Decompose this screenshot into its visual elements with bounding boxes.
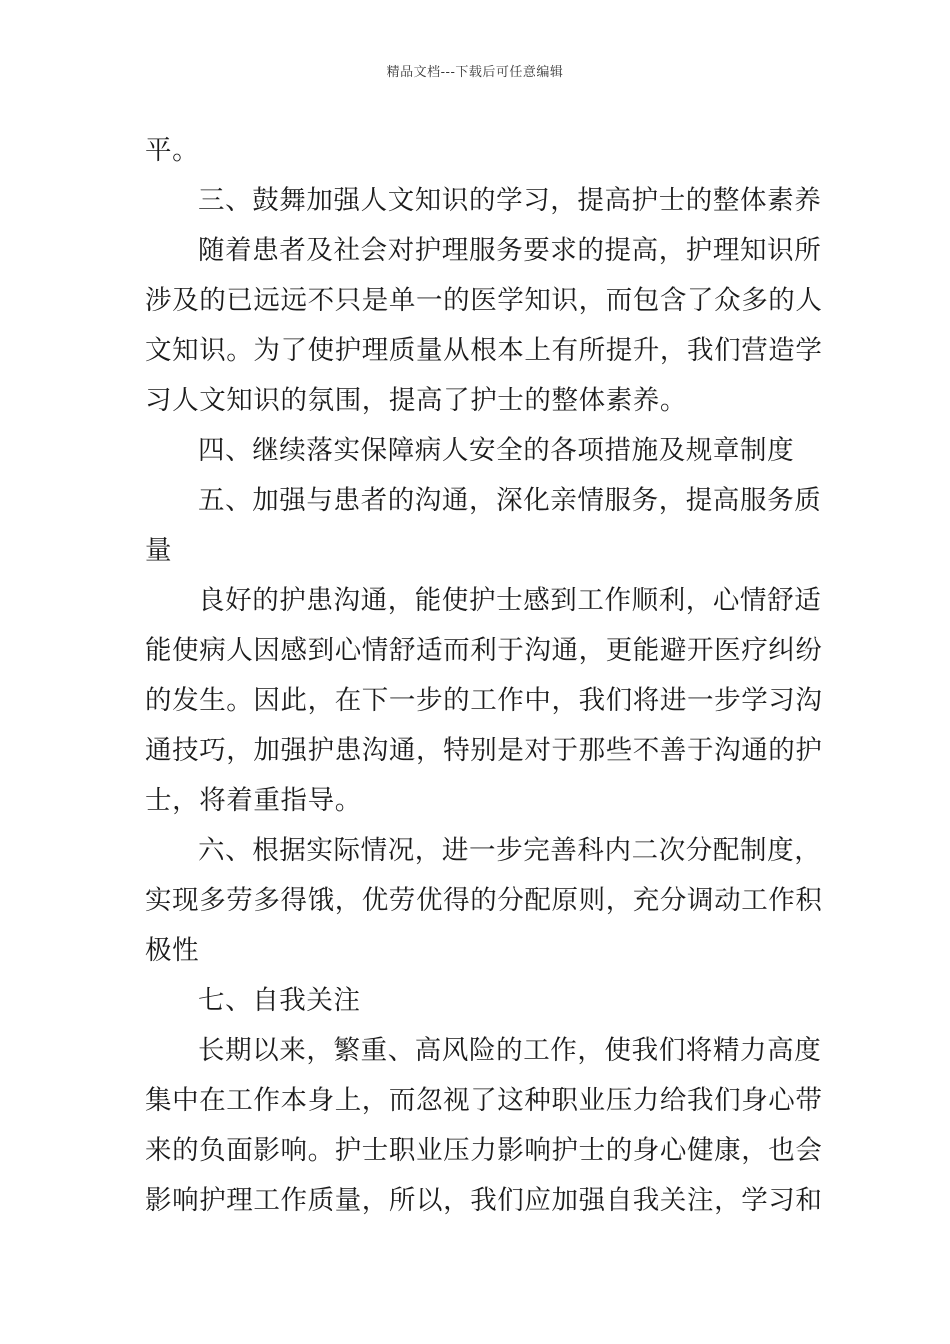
section-heading: 量 (145, 535, 173, 566)
paragraph-line: 习人文知识的氛围，提高了护士的整体素养。 (145, 385, 687, 416)
paragraph-line: 士，将着重指导。 (145, 785, 362, 816)
text-line: 平。 (145, 135, 200, 166)
paragraph-line: 来的负面影响。护士职业压力影响护士的身心健康，也会 (145, 1135, 823, 1166)
paragraph-line: 集中在工作本身上，而忽视了这种职业压力给我们身心带 (145, 1085, 823, 1116)
paragraph-line: 涉及的已远远不只是单一的医学知识，而包含了众多的人 (145, 285, 823, 316)
section-heading: 极性 (145, 935, 200, 966)
paragraph-line: 能使病人因感到心情舒适而利于沟通，更能避开医疗纠纷 (145, 635, 823, 666)
section-heading: 三、鼓舞加强人文知识的学习，提高护士的整体素养 (198, 185, 822, 216)
paragraph-line: 文知识。为了使护理质量从根本上有所提升，我们营造学 (145, 335, 823, 366)
paragraph-line: 通技巧，加强护患沟通，特别是对于那些不善于沟通的护 (145, 735, 823, 766)
paragraph-line: 良好的护患沟通，能使护士感到工作顺利，心情舒适 (198, 585, 822, 616)
paragraph-line: 的发生。因此，在下一步的工作中，我们将进一步学习沟 (145, 685, 823, 716)
document-body (145, 126, 823, 1226)
paragraph-line: 影响护理工作质量，所以，我们应加强自我关注，学习和 (145, 1185, 823, 1216)
paragraph-line: 随着患者及社会对护理服务要求的提高，护理知识所 (198, 235, 822, 266)
section-heading: 七、自我关注 (198, 985, 361, 1016)
section-heading: 六、根据实际情况，进一步完善科内二次分配制度， (198, 835, 822, 866)
section-heading: 四、继续落实保障病人安全的各项措施及规章制度 (198, 435, 795, 466)
section-heading: 实现多劳多得饿，优劳优得的分配原则，充分调动工作积 (145, 885, 823, 916)
paragraph-line: 长期以来，繁重、高风险的工作，使我们将精力高度 (198, 1035, 822, 1066)
section-heading: 五、加强与患者的沟通，深化亲情服务，提高服务质 (198, 485, 822, 516)
page-header: 精品文档---下载后可任意编辑 (386, 65, 564, 80)
